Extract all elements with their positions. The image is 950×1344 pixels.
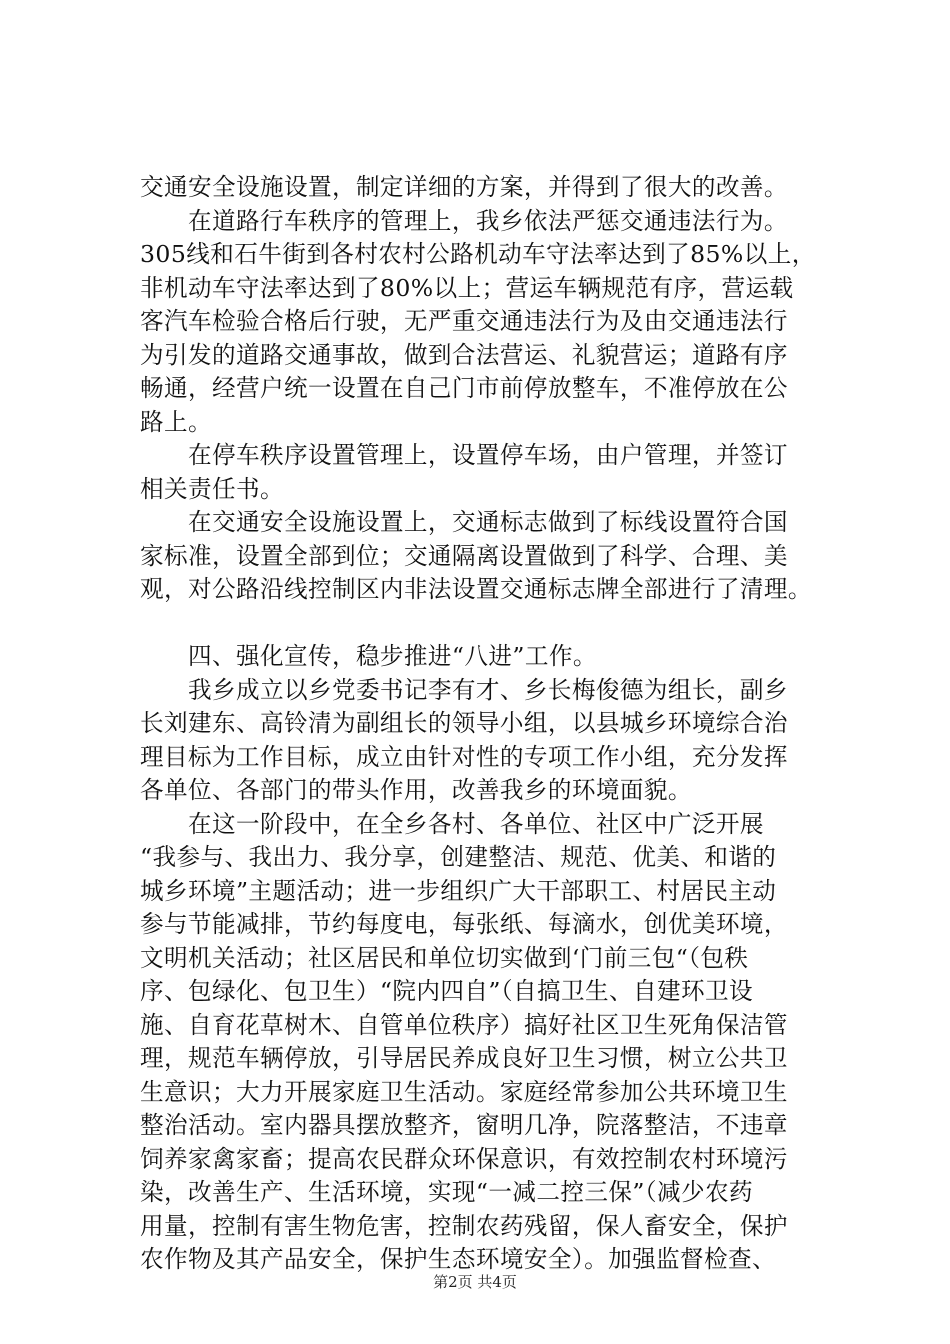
text-line: 观，对公路沿线控制区内非法设置交通标志牌全部进行了清理。 xyxy=(140,575,812,603)
text-line: 参与节能减排，节约每度电，每张纸、每滴水，创优美环境， xyxy=(140,910,788,938)
text-line xyxy=(140,606,850,640)
text-line: 在道路行车秩序的管理上，我乡依法严惩交通违法行为。 xyxy=(140,206,788,235)
text-line: 序、包绿化、包卫生）“院内四自”（自搞卫生、自建环卫设 xyxy=(140,977,753,1005)
text-line: 在这一阶段中，在全乡各村、各单位、社区中广泛开展 xyxy=(140,809,764,838)
text-line: 文明机关活动；社区居民和单位切实做到‘门前三包“（包秩 xyxy=(140,943,749,972)
text-line: 非机动车守法率达到了80%以上；营运车辆规范有序，营运载 xyxy=(140,273,794,302)
text-line: 在交通安全设施设置上，交通标志做到了标线设置符合国 xyxy=(140,508,788,536)
text-line: 在停车秩序设置管理上，设置停车场，由户管理，并签订 xyxy=(140,441,788,469)
text-line: 各单位、各部门的带头作用，改善我乡的环境面貌。 xyxy=(140,776,692,804)
text-line: 染，改善生产、生活环境，实现“一减二控三保”（减少农药 xyxy=(140,1178,753,1206)
text-line: 畅通，经营户统一设置在自己门市前停放整车，不准停放在公 xyxy=(140,374,788,402)
text-line: 家标准，设置全部到位；交通隔离设置做到了科学、合理、美 xyxy=(140,541,788,570)
text-line: 理，规范车辆停放，引导居民养成良好卫生习惯，树立公共卫 xyxy=(140,1044,788,1072)
text-line: 相关责任书。 xyxy=(140,474,284,503)
text-line: 理目标为工作目标，成立由针对性的专项工作小组，充分发挥 xyxy=(140,742,788,771)
text-line: 用量，控制有害生物危害，控制农药残留，保人畜安全，保护 xyxy=(140,1211,788,1240)
text-line: 长刘建东、高铃清为副组长的领导小组，以县城乡环境综合治 xyxy=(140,709,788,737)
text-line: 农作物及其产品安全，保护生态环境安全）。加强监督检查、 xyxy=(140,1245,777,1273)
text-line: 生意识；大力开展家庭卫生活动。家庭经常参加公共环境卫生 xyxy=(140,1077,788,1106)
text-line: 四、强化宣传，稳步推进“八进”工作。 xyxy=(140,642,597,670)
text-line: 城乡环境”主题活动；进一步组织广大干部职工、村居民主动 xyxy=(140,876,777,905)
text-line: 我乡成立以乡党委书记李有才、乡长梅俊德为组长，副乡 xyxy=(140,675,788,704)
text-line: 路上。 xyxy=(140,407,212,436)
text-line: “我参与、我出力、我分享，创建整洁、规范、优美、和谐的 xyxy=(140,843,777,871)
text-line: 305线和石牛街到各村农村公路机动车守法率达到了85%以上， xyxy=(140,240,816,268)
text-line: 饲养家禽家畜；提高农民群众环保意识，有效控制农村环境污 xyxy=(140,1144,788,1173)
text-line: 整治活动。室内器具摆放整齐，窗明几净，院落整洁，不违章 xyxy=(140,1111,788,1139)
text-line: 施、自育花草树木、自管单位秩序）搞好社区卫生死角保洁管 xyxy=(140,1010,788,1039)
text-line: 客汽车检验合格后行驶，无严重交通违法行为及由交通违法行 xyxy=(140,307,788,335)
text-line: 为引发的道路交通事故，做到合法营运、礼貌营运；道路有序 xyxy=(140,340,788,369)
page-footer: 第2页 共4页 xyxy=(433,1273,517,1291)
text-line: 交通安全设施设置，制定详细的方案，并得到了很大的改善。 xyxy=(140,173,788,201)
